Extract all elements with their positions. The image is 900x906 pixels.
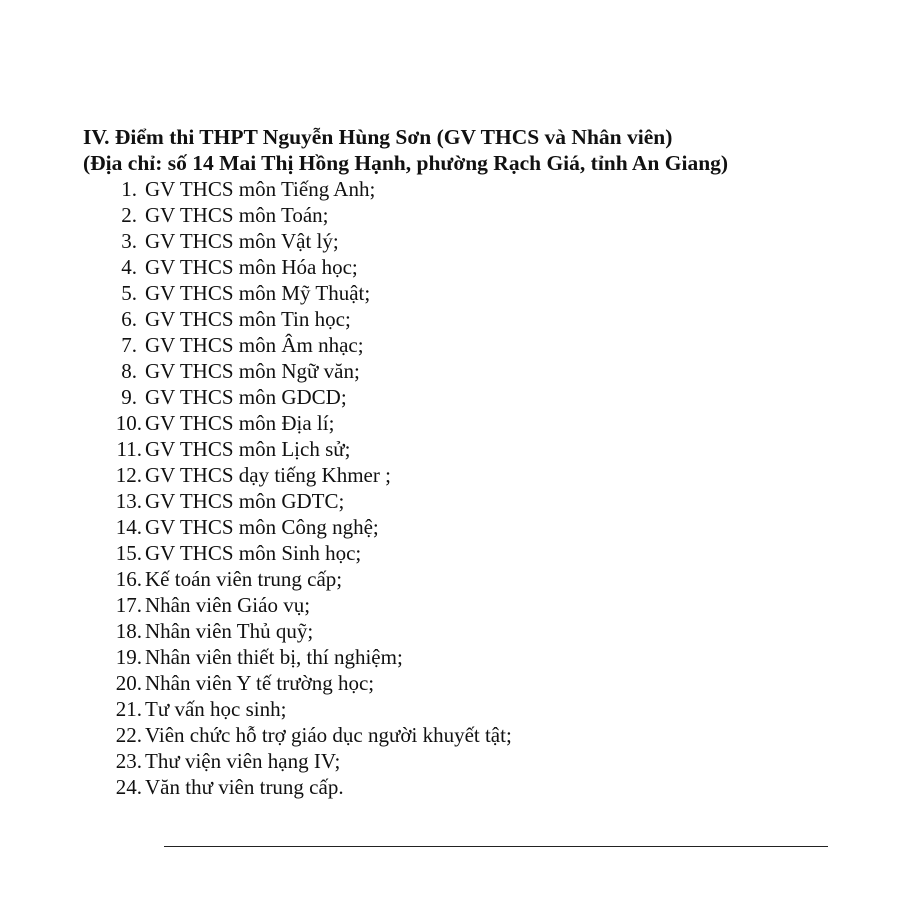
list-item-text: Thư viện viên hạng IV; <box>145 749 341 773</box>
list-item <box>0 566 900 592</box>
list-item <box>0 462 900 488</box>
list-item-text: GV THCS môn Tin học; <box>145 307 351 331</box>
list-item-number: 9. <box>121 385 137 409</box>
list-item-number: 8. <box>121 359 137 383</box>
list-item-text: Nhân viên Giáo vụ; <box>145 593 311 617</box>
list-item-number: 22. <box>115 723 142 747</box>
list-item-text: GV THCS môn GDTC; <box>145 489 345 513</box>
list-item <box>0 696 900 722</box>
list-item-number: 12. <box>115 463 142 487</box>
list-item <box>0 306 900 332</box>
list-item-text: Nhân viên Y tế trường học; <box>145 671 375 695</box>
list-item-number: 4. <box>121 255 137 279</box>
list-item-text: Tư vấn học sinh; <box>145 697 287 721</box>
list-item <box>0 644 900 670</box>
list-item <box>0 202 900 228</box>
list-item-number: 15. <box>115 541 142 565</box>
list-item <box>0 280 900 306</box>
list-item-text: GV THCS môn Vật lý; <box>145 229 339 253</box>
list-item-text: Nhân viên thiết bị, thí nghiệm; <box>145 645 403 669</box>
list-item-number: 10. <box>115 411 142 435</box>
list-item-text: GV THCS môn Hóa học; <box>145 255 358 279</box>
list-item-text: GV THCS môn Sinh học; <box>145 541 362 565</box>
list-item <box>0 540 900 566</box>
list-item <box>0 670 900 696</box>
list-item <box>0 228 900 254</box>
list-item-text: Kế toán viên trung cấp; <box>145 567 343 591</box>
list-item-number: 23. <box>115 749 142 773</box>
list-item-number: 3. <box>121 229 137 253</box>
list-item <box>0 358 900 384</box>
list-item-number: 11. <box>116 437 142 461</box>
list-item-number: 17. <box>115 593 142 617</box>
list-item-number: 6. <box>121 307 137 331</box>
list-item <box>0 748 900 774</box>
list-item-number: 16. <box>115 567 142 591</box>
list-item-text: GV THCS môn Địa lí; <box>145 411 335 435</box>
list-item <box>0 332 900 358</box>
list-item-number: 5. <box>121 281 137 305</box>
list-item-number: 18. <box>115 619 142 643</box>
list-item <box>0 384 900 410</box>
list-item-text: GV THCS môn Mỹ Thuật; <box>145 281 371 305</box>
list-item <box>0 722 900 748</box>
list-item-number: 24. <box>115 775 142 799</box>
section-title: IV. Điểm thi THPT Nguyễn Hùng Sơn (GV THCS và Nhân viên) <box>83 125 673 149</box>
list-item-number: 7. <box>121 333 137 357</box>
list-item-number: 1. <box>121 177 137 201</box>
position-list <box>0 176 900 800</box>
footer-divider <box>164 846 828 847</box>
list-item-text: GV THCS môn Lịch sử; <box>145 437 351 461</box>
list-item <box>0 176 900 202</box>
list-item-text: GV THCS môn Tiếng Anh; <box>145 177 376 201</box>
list-item-text: GV THCS môn Âm nhạc; <box>145 333 364 357</box>
list-item <box>0 410 900 436</box>
list-item <box>0 592 900 618</box>
list-item-number: 21. <box>115 697 142 721</box>
list-item-number: 13. <box>115 489 142 513</box>
list-item-text: GV THCS dạy tiếng Khmer ; <box>145 463 391 487</box>
list-item-text: Văn thư viên trung cấp. <box>145 775 344 799</box>
list-item-text: GV THCS môn Toán; <box>145 203 329 227</box>
list-item <box>0 774 900 800</box>
list-item <box>0 254 900 280</box>
list-item <box>0 514 900 540</box>
list-item <box>0 436 900 462</box>
list-item-text: GV THCS môn GDCD; <box>145 385 347 409</box>
list-item-text: Nhân viên Thủ quỹ; <box>145 619 314 643</box>
list-item-text: GV THCS môn Công nghệ; <box>145 515 379 539</box>
list-item <box>0 618 900 644</box>
list-item-number: 20. <box>115 671 142 695</box>
section-address: (Địa chỉ: số 14 Mai Thị Hồng Hạnh, phường Rạch Giá, tỉnh An Giang) <box>83 151 729 175</box>
list-item-number: 2. <box>121 203 137 227</box>
list-item-text: Viên chức hỗ trợ giáo dục người khuyết tật; <box>145 723 512 747</box>
list-item <box>0 488 900 514</box>
list-item-number: 19. <box>115 645 142 669</box>
list-item-number: 14. <box>115 515 142 539</box>
list-item-text: GV THCS môn Ngữ văn; <box>145 359 360 383</box>
